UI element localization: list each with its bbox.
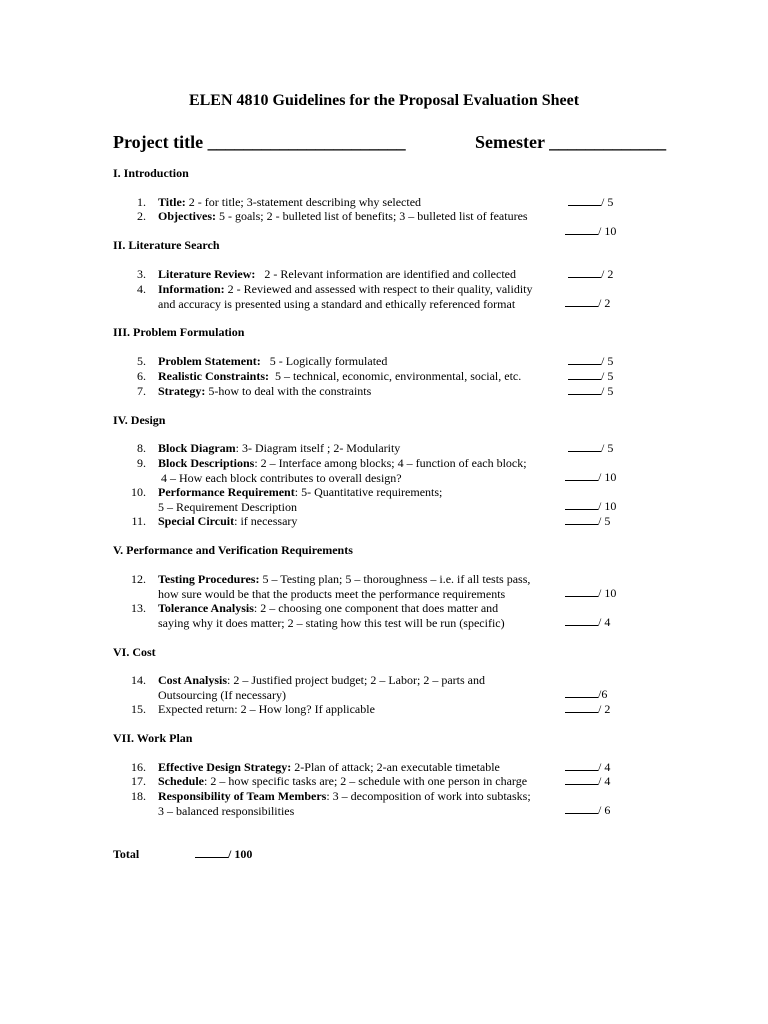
item-number: 8. <box>137 441 146 455</box>
item-label: Literature Review: <box>158 267 256 281</box>
score-field: / 2 <box>568 267 613 282</box>
score-field: / 5 <box>565 514 610 529</box>
item-label: Objectives: <box>158 209 216 223</box>
item-label: Strategy: <box>158 384 206 398</box>
item-description-continued: 5 – Requirement Description <box>158 499 297 514</box>
score-field: / 5 <box>568 441 613 456</box>
item-description: : 5- Quantitative requirements; <box>294 485 443 499</box>
item-description: : 3 – decomposition of work into subtasks; <box>326 789 531 803</box>
item-number: 17. <box>131 774 146 788</box>
score-field: / 10 <box>565 224 616 239</box>
item-description: : 2 – how specific tasks are; 2 – schedule with one person in charge <box>204 774 528 788</box>
item-label: Cost Analysis <box>158 673 228 687</box>
item-description-continued: 4 – How each block contributes to overall design? <box>158 470 402 485</box>
item-label: Block Diagram <box>158 441 236 455</box>
score-field: / 6 <box>565 803 610 818</box>
item-label: Schedule <box>158 774 205 788</box>
item-description: : 2 – Justified project budget; 2 – Labor; 2 – parts and <box>227 673 485 687</box>
item-label: Title: <box>158 195 186 209</box>
score-field: / 2 <box>565 296 610 311</box>
section-heading-problem-formulation: III. Problem Formulation <box>113 325 245 339</box>
score-field: / 5 <box>568 384 613 399</box>
score-field: / 10 <box>565 586 616 601</box>
item-label: Testing Procedures: <box>158 572 260 586</box>
item-label: Information: <box>158 282 225 296</box>
item-description: : 2 – choosing one component that does matter and <box>253 601 499 615</box>
total-score-field: / 100 <box>195 847 252 862</box>
item-number: 1. <box>137 195 146 209</box>
item-description: 5 - Logically formulated <box>260 354 388 368</box>
item-number: 4. <box>137 282 146 296</box>
score-field: / 5 <box>568 354 613 369</box>
item-number: 7. <box>137 384 146 398</box>
item-description: 5 – technical, economic, environmental, social, etc. <box>269 369 522 383</box>
item-description: 2 - for title; 3-statement describing why selected <box>185 195 422 209</box>
item-label: Problem Statement: <box>158 354 261 368</box>
item-description-continued: how sure would be that the products meet the performance requirements <box>158 586 506 601</box>
score-field: /6 <box>565 687 607 702</box>
item-description-continued: and accuracy is presented using a standard and ethically referenced format <box>158 296 516 311</box>
item-label: Special Circuit <box>158 514 235 528</box>
score-field: / 10 <box>565 470 616 485</box>
item-number: 2. <box>137 209 146 223</box>
score-field: / 4 <box>565 615 610 630</box>
item-description: : if necessary <box>234 514 298 528</box>
item-label: Responsibility of Team Members <box>158 789 327 803</box>
score-field: / 4 <box>565 774 610 789</box>
section-heading-performance-verification: V. Performance and Verification Requirements <box>113 543 353 557</box>
score-field: / 2 <box>565 702 610 717</box>
project-title-field: Project title ______________________ <box>113 132 406 152</box>
item-number: 18. <box>131 789 146 803</box>
score-field: / 10 <box>565 499 616 514</box>
total-label: Total <box>113 847 140 861</box>
item-description: : 3- Diagram itself ; 2- Modularity <box>235 441 401 455</box>
item-description: 2-Plan of attack; 2-an executable timetable <box>291 760 500 774</box>
item-description: 2 - Reviewed and assessed with respect to their quality, validity <box>224 282 533 296</box>
section-heading-cost: VI. Cost <box>113 645 156 659</box>
item-number: 15. <box>131 702 146 716</box>
item-description-continued: 3 – balanced responsibilities <box>158 803 295 818</box>
item-description: Expected return: 2 – How long? If applicable <box>158 702 375 716</box>
item-number: 13. <box>131 601 146 615</box>
section-heading-design: IV. Design <box>113 413 166 427</box>
section-heading-introduction: I. Introduction <box>113 166 189 180</box>
item-label: Realistic Constraints: <box>158 369 269 383</box>
item-number: 16. <box>131 760 146 774</box>
item-description: 2 - Relevant information are identified and collected <box>255 267 516 281</box>
item-number: 11. <box>131 514 146 528</box>
document-title: ELEN 4810 Guidelines for the Proposal Evaluation Sheet <box>188 92 580 109</box>
item-label: Tolerance Analysis <box>158 601 254 615</box>
item-number: 12. <box>131 572 146 586</box>
item-number: 14. <box>131 673 146 687</box>
item-number: 6. <box>137 369 146 383</box>
item-number: 10. <box>131 485 146 499</box>
item-description-continued: saying why it does matter; 2 – stating how this test will be run (specific) <box>158 615 505 630</box>
item-label: Block Descriptions <box>158 456 255 470</box>
item-description: : 2 – Interface among blocks; 4 – function of each block; <box>254 456 527 470</box>
semester-field: Semester _____________ <box>475 132 667 152</box>
item-description: 5 - goals; 2 - bulleted list of benefits; 3 – bulleted list of features <box>215 209 528 223</box>
item-label: Effective Design Strategy: <box>158 760 292 774</box>
item-label: Performance Requirement <box>158 485 295 499</box>
item-number: 9. <box>137 456 146 470</box>
score-field: / 5 <box>568 195 613 210</box>
item-number: 5. <box>137 354 146 368</box>
item-description-continued: Outsourcing (If necessary) <box>158 687 286 702</box>
score-field: / 5 <box>568 369 613 384</box>
item-number: 3. <box>137 267 146 281</box>
section-heading-work-plan: VII. Work Plan <box>113 731 193 745</box>
item-description: 5 – Testing plan; 5 – thoroughness – i.e. if all tests pass, <box>259 572 531 586</box>
item-description: 5-how to deal with the constraints <box>205 384 372 398</box>
score-field: / 4 <box>565 760 610 775</box>
section-heading-literature-search: II. Literature Search <box>113 238 220 252</box>
